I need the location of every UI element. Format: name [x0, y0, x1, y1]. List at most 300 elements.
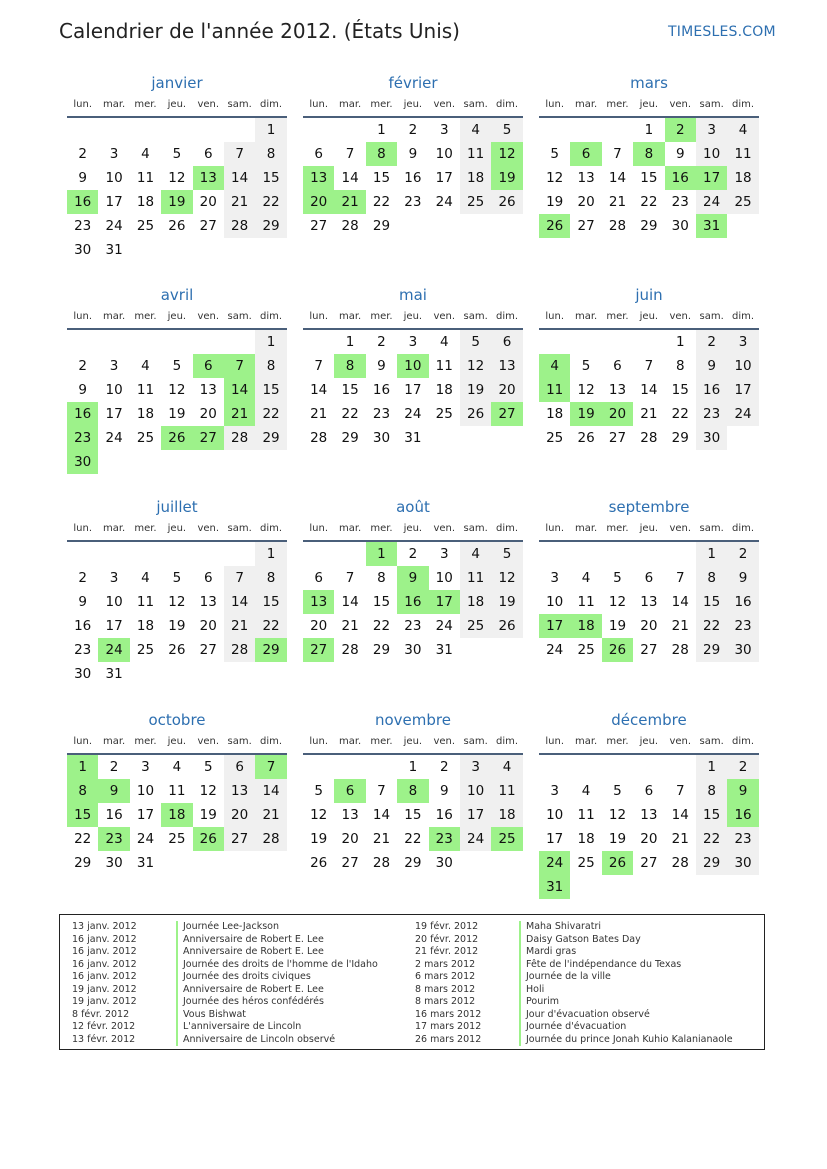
weekday-label: sam. — [699, 99, 724, 110]
day-cell: 23 — [404, 618, 422, 634]
day-cell: 26 — [539, 214, 570, 238]
empty-cell — [727, 875, 758, 899]
empty-cell — [460, 214, 491, 238]
day-cell: 4 — [727, 118, 758, 142]
day-cell: 4 — [141, 358, 150, 374]
empty-cell — [633, 330, 664, 354]
empty-cell — [602, 118, 633, 142]
day-cell: 3 — [109, 570, 119, 586]
day-cell: 19 — [199, 807, 217, 823]
weekday-label: ven. — [433, 736, 456, 747]
day-cell: 29 — [671, 430, 689, 446]
day-cell: 7 — [675, 570, 685, 586]
empty-cell — [193, 450, 224, 474]
day-cell: 3 — [439, 546, 449, 562]
legend-date: 12 févr. 2012 — [72, 1021, 136, 1032]
legend-holiday-name: Journée des droits civiques — [176, 971, 311, 984]
legend-date: 16 janv. 2012 — [72, 933, 137, 945]
day-cell: 17 — [696, 166, 727, 190]
day-cell: 23 — [74, 218, 92, 234]
day-cell: 8 — [377, 570, 386, 586]
day-cell: 12 — [491, 566, 522, 590]
day-cell: 12 — [168, 594, 186, 610]
day-cell: 7 — [224, 142, 255, 166]
day-cell: 21 — [334, 190, 365, 214]
week-row — [67, 118, 287, 142]
day-cell: 12 — [168, 382, 186, 398]
legend-date: 13 janv. 2012 — [72, 921, 137, 932]
empty-cell — [193, 542, 224, 566]
day-cell: 30 — [74, 242, 92, 258]
day-cell: 28 — [372, 855, 391, 871]
week-row — [539, 779, 759, 803]
day-cell: 19 — [608, 831, 627, 847]
weekday-label: ven. — [433, 99, 456, 110]
day-cell: 11 — [727, 142, 758, 166]
weekday-label: lun. — [309, 99, 329, 110]
day-cell: 5 — [550, 146, 559, 162]
empty-cell — [633, 875, 664, 899]
weekday-label: dim. — [260, 99, 283, 110]
day-cell: 21 — [224, 190, 255, 214]
day-cell: 24 — [404, 406, 422, 422]
week-row — [67, 166, 287, 190]
day-cell: 6 — [570, 142, 601, 166]
legend-date: 6 mars 2012 — [415, 971, 476, 982]
day-cell: 18 — [435, 382, 453, 398]
day-cell: 15 — [255, 378, 286, 402]
day-cell: 16 — [727, 590, 758, 614]
weekday-label: lun. — [309, 311, 329, 322]
day-cell: 21 — [608, 194, 627, 210]
weekday-label: mar. — [102, 523, 126, 534]
legend-date: 19 janv. 2012 — [72, 996, 137, 1007]
weekday-header — [67, 94, 287, 118]
day-cell: 3 — [460, 755, 491, 779]
day-cell: 27 — [193, 426, 224, 450]
empty-cell — [460, 638, 491, 662]
day-cell: 31 — [105, 242, 123, 258]
empty-cell — [429, 214, 460, 238]
day-cell: 17 — [460, 803, 491, 827]
legend-holiday-name: Journée de la ville — [519, 971, 611, 984]
day-cell: 11 — [539, 378, 570, 402]
day-cell: 29 — [74, 855, 92, 871]
day-cell: 23 — [727, 614, 758, 638]
day-cell: 23 — [67, 426, 98, 450]
day-cell: 22 — [255, 402, 286, 426]
day-cell: 14 — [608, 170, 627, 186]
month-3 — [67, 284, 287, 474]
day-cell: 5 — [172, 358, 182, 374]
weekday-label: ven. — [433, 311, 456, 322]
day-cell: 30 — [105, 855, 123, 871]
empty-cell — [491, 851, 522, 875]
day-cell: 2 — [408, 546, 418, 562]
weekday-label: mer. — [370, 99, 393, 110]
day-cell: 27 — [577, 218, 595, 234]
legend-row — [72, 959, 378, 972]
weekday-label: lun. — [545, 523, 565, 534]
day-cell: 11 — [577, 807, 595, 823]
legend-date: 17 mars 2012 — [415, 1021, 482, 1032]
empty-cell — [193, 851, 224, 875]
day-cell: 10 — [397, 354, 428, 378]
empty-cell — [460, 851, 491, 875]
day-cell: 19 — [491, 166, 522, 190]
empty-cell — [602, 330, 633, 354]
day-cell: 23 — [74, 642, 92, 658]
day-cell: 10 — [105, 594, 123, 610]
day-cell: 23 — [98, 827, 129, 851]
day-cell: 25 — [460, 614, 491, 638]
day-cell: 7 — [345, 146, 355, 162]
day-cell: 10 — [435, 146, 453, 162]
day-cell: 11 — [136, 382, 155, 398]
day-cell: 30 — [727, 851, 758, 875]
day-cell: 11 — [136, 170, 155, 186]
week-row — [67, 402, 287, 426]
empty-cell — [224, 662, 255, 686]
empty-cell — [255, 662, 286, 686]
day-cell: 26 — [491, 190, 522, 214]
day-cell: 21 — [255, 803, 286, 827]
legend-holiday-name: Journée des héros confédérés — [176, 996, 324, 1009]
weekday-label: dim. — [732, 736, 755, 747]
day-cell: 30 — [74, 666, 92, 682]
weekday-label: jeu. — [403, 311, 423, 322]
empty-cell — [491, 638, 522, 662]
day-cell: 11 — [577, 594, 595, 610]
week-row — [539, 166, 759, 190]
day-cell: 1 — [696, 542, 727, 566]
day-cell: 24 — [136, 831, 155, 847]
empty-cell — [161, 662, 192, 686]
day-cell: 5 — [491, 118, 522, 142]
legend-date: 8 mars 2012 — [415, 996, 476, 1007]
day-cell: 17 — [105, 406, 123, 422]
empty-cell — [130, 238, 161, 262]
day-cell: 13 — [303, 166, 334, 190]
week-row — [303, 378, 523, 402]
empty-cell — [161, 238, 192, 262]
weekday-label: dim. — [732, 311, 755, 322]
day-cell: 30 — [671, 218, 689, 234]
day-cell: 25 — [136, 430, 155, 446]
day-cell: 3 — [727, 330, 758, 354]
day-cell: 22 — [696, 827, 727, 851]
day-cell: 13 — [303, 590, 334, 614]
day-cell: 12 — [199, 783, 217, 799]
month-name: novembre — [375, 711, 451, 729]
legend-date: 16 mars 2012 — [415, 1008, 482, 1020]
day-cell: 23 — [404, 194, 422, 210]
legend-holiday-name: Anniversaire de Robert E. Lee — [176, 934, 324, 947]
day-cell: 28 — [224, 638, 255, 662]
day-cell: 15 — [341, 382, 359, 398]
legend-row — [72, 996, 378, 1009]
day-cell: 19 — [570, 402, 601, 426]
weekday-header — [67, 518, 287, 542]
empty-cell — [98, 330, 129, 354]
week-row — [303, 779, 523, 803]
day-cell: 19 — [168, 406, 186, 422]
weekday-label: lun. — [545, 736, 565, 747]
day-cell: 27 — [640, 642, 658, 658]
weekday-label: mer. — [134, 736, 157, 747]
weekday-label: mar. — [338, 99, 362, 110]
weekday-label: mer. — [606, 311, 629, 322]
day-cell: 11 — [460, 566, 491, 590]
empty-cell — [303, 542, 334, 566]
day-cell: 26 — [193, 827, 224, 851]
empty-cell — [255, 450, 286, 474]
day-cell: 5 — [172, 146, 182, 162]
day-cell: 9 — [98, 779, 129, 803]
weekday-label: lun. — [73, 736, 93, 747]
day-cell: 1 — [408, 759, 418, 775]
brand-link[interactable]: TIMESLES.COM — [668, 24, 776, 40]
day-cell: 26 — [491, 614, 522, 638]
day-cell: 5 — [203, 759, 213, 775]
day-cell: 15 — [255, 166, 286, 190]
day-cell: 20 — [640, 618, 658, 634]
weekday-label: lun. — [73, 99, 93, 110]
legend-date: 2 mars 2012 — [415, 958, 476, 970]
day-cell: 3 — [141, 759, 150, 775]
legend-holiday-name: L'anniversaire de Lincoln — [176, 1021, 301, 1034]
week-row — [303, 827, 523, 851]
day-cell: 20 — [341, 831, 359, 847]
legend-row — [415, 1009, 733, 1022]
day-cell: 13 — [224, 779, 255, 803]
day-cell: 22 — [404, 831, 422, 847]
week-row — [303, 566, 523, 590]
empty-cell — [98, 542, 129, 566]
empty-cell — [539, 330, 570, 354]
weekday-label: lun. — [73, 311, 93, 322]
month-7 — [303, 496, 523, 662]
weekday-label: mer. — [134, 99, 157, 110]
week-row — [539, 590, 759, 614]
day-cell: 13 — [199, 594, 217, 610]
legend-date: 16 janv. 2012 — [72, 971, 137, 982]
day-cell: 31 — [136, 855, 155, 871]
empty-cell — [602, 542, 633, 566]
weekday-label: ven. — [197, 311, 220, 322]
day-cell: 8 — [67, 779, 98, 803]
legend-row — [415, 996, 733, 1009]
day-cell: 4 — [581, 783, 591, 799]
weekday-label: sam. — [463, 99, 488, 110]
day-cell: 18 — [460, 166, 491, 190]
empty-cell — [334, 118, 365, 142]
week-row — [303, 402, 523, 426]
day-cell: 1 — [644, 122, 654, 138]
weekday-label: mar. — [338, 523, 362, 534]
day-cell: 29 — [404, 855, 422, 871]
day-cell: 27 — [341, 855, 359, 871]
day-cell: 20 — [199, 406, 217, 422]
empty-cell — [570, 330, 601, 354]
day-cell: 16 — [397, 590, 428, 614]
empty-cell — [98, 118, 129, 142]
day-cell: 5 — [581, 358, 591, 374]
day-cell: 31 — [696, 214, 727, 238]
empty-cell — [193, 662, 224, 686]
weekday-label: sam. — [699, 523, 724, 534]
day-cell: 22 — [255, 190, 286, 214]
legend-date: 16 janv. 2012 — [72, 958, 137, 970]
day-cell: 13 — [640, 807, 658, 823]
month-8 — [539, 496, 759, 662]
day-cell: 10 — [105, 382, 123, 398]
weekday-header — [303, 518, 523, 542]
weekday-label: jeu. — [403, 523, 423, 534]
weekday-label: dim. — [496, 311, 519, 322]
legend-holiday-name: Journée Lee-Jackson — [176, 921, 279, 934]
day-cell: 28 — [224, 426, 255, 450]
legend-holiday-name: Jour d'évacuation observé — [519, 1009, 650, 1022]
day-cell: 4 — [539, 354, 570, 378]
legend-row — [415, 984, 733, 997]
legend-row — [72, 934, 378, 947]
empty-cell — [539, 542, 570, 566]
day-cell: 26 — [460, 402, 491, 426]
weekday-label: ven. — [197, 736, 220, 747]
empty-cell — [130, 542, 161, 566]
day-cell: 19 — [310, 831, 328, 847]
day-cell: 29 — [255, 638, 286, 662]
weekday-label: sam. — [699, 311, 724, 322]
day-cell: 18 — [460, 590, 491, 614]
day-cell: 9 — [727, 566, 758, 590]
day-cell: 19 — [608, 618, 627, 634]
day-cell: 22 — [372, 194, 391, 210]
day-cell: 22 — [74, 831, 92, 847]
empty-cell — [570, 542, 601, 566]
day-cell: 21 — [671, 618, 689, 634]
month-9 — [67, 709, 287, 875]
day-cell: 9 — [78, 594, 87, 610]
weekday-label: sam. — [227, 311, 252, 322]
weekday-header — [303, 306, 523, 330]
weekday-label: mer. — [370, 736, 393, 747]
day-cell: 20 — [303, 190, 334, 214]
day-cell: 13 — [577, 170, 595, 186]
legend-row — [72, 1021, 378, 1034]
day-cell: 14 — [640, 382, 658, 398]
week-row — [303, 426, 523, 450]
day-cell: 15 — [372, 170, 391, 186]
day-cell: 2 — [727, 755, 758, 779]
month-2 — [539, 72, 759, 238]
empty-cell — [161, 118, 192, 142]
day-cell: 3 — [439, 122, 449, 138]
day-cell: 25 — [546, 430, 564, 446]
empty-cell — [255, 851, 286, 875]
week-row — [67, 851, 287, 875]
empty-cell — [67, 542, 98, 566]
empty-cell — [161, 542, 192, 566]
weekday-label: jeu. — [403, 99, 423, 110]
week-row — [67, 803, 287, 827]
day-cell: 6 — [491, 330, 522, 354]
week-row — [539, 803, 759, 827]
day-cell: 2 — [665, 118, 696, 142]
day-cell: 2 — [727, 542, 758, 566]
day-cell: 5 — [460, 330, 491, 354]
day-cell: 19 — [491, 590, 522, 614]
day-cell: 22 — [671, 406, 689, 422]
empty-cell — [570, 118, 601, 142]
day-cell: 17 — [105, 194, 123, 210]
day-cell: 8 — [696, 566, 727, 590]
day-cell: 13 — [199, 382, 217, 398]
day-cell: 12 — [310, 807, 328, 823]
legend-holiday-name: Anniversaire de Lincoln observé — [176, 1034, 335, 1047]
week-row — [539, 426, 759, 450]
day-cell: 5 — [172, 570, 182, 586]
week-row — [67, 214, 287, 238]
empty-cell — [491, 426, 522, 450]
day-cell: 15 — [372, 594, 391, 610]
month-name: décembre — [611, 711, 687, 729]
day-cell: 7 — [345, 570, 355, 586]
empty-cell — [193, 330, 224, 354]
day-cell: 25 — [435, 406, 453, 422]
day-cell: 27 — [303, 638, 334, 662]
legend-row — [415, 921, 733, 934]
weekday-label: mer. — [370, 523, 393, 534]
day-cell: 21 — [640, 406, 658, 422]
week-row — [67, 755, 287, 779]
day-cell: 14 — [255, 779, 286, 803]
empty-cell — [193, 238, 224, 262]
day-cell: 30 — [67, 450, 98, 474]
day-cell: 18 — [136, 194, 155, 210]
weekday-label: dim. — [496, 99, 519, 110]
week-row — [303, 638, 523, 662]
month-11 — [539, 709, 759, 899]
day-cell: 20 — [224, 803, 255, 827]
day-cell: 7 — [255, 755, 286, 779]
day-cell: 3 — [550, 783, 559, 799]
empty-cell — [602, 755, 633, 779]
day-cell: 22 — [255, 614, 286, 638]
day-cell: 28 — [341, 218, 359, 234]
weekday-header — [539, 94, 759, 118]
day-cell: 16 — [696, 378, 727, 402]
legend-row — [415, 1034, 733, 1047]
legend-holiday-name: Daisy Gatson Bates Day — [519, 934, 641, 947]
day-cell: 13 — [491, 354, 522, 378]
day-cell: 12 — [546, 170, 564, 186]
day-cell: 27 — [310, 218, 328, 234]
day-cell: 5 — [314, 783, 323, 799]
day-cell: 15 — [67, 803, 98, 827]
empty-cell — [303, 118, 334, 142]
day-cell: 24 — [435, 618, 453, 634]
day-cell: 16 — [404, 170, 422, 186]
day-cell: 16 — [665, 166, 696, 190]
day-cell: 12 — [460, 354, 491, 378]
empty-cell — [491, 214, 522, 238]
day-cell: 26 — [310, 855, 328, 871]
day-cell: 1 — [255, 118, 286, 142]
weekday-label: ven. — [433, 523, 456, 534]
day-cell: 4 — [460, 118, 491, 142]
